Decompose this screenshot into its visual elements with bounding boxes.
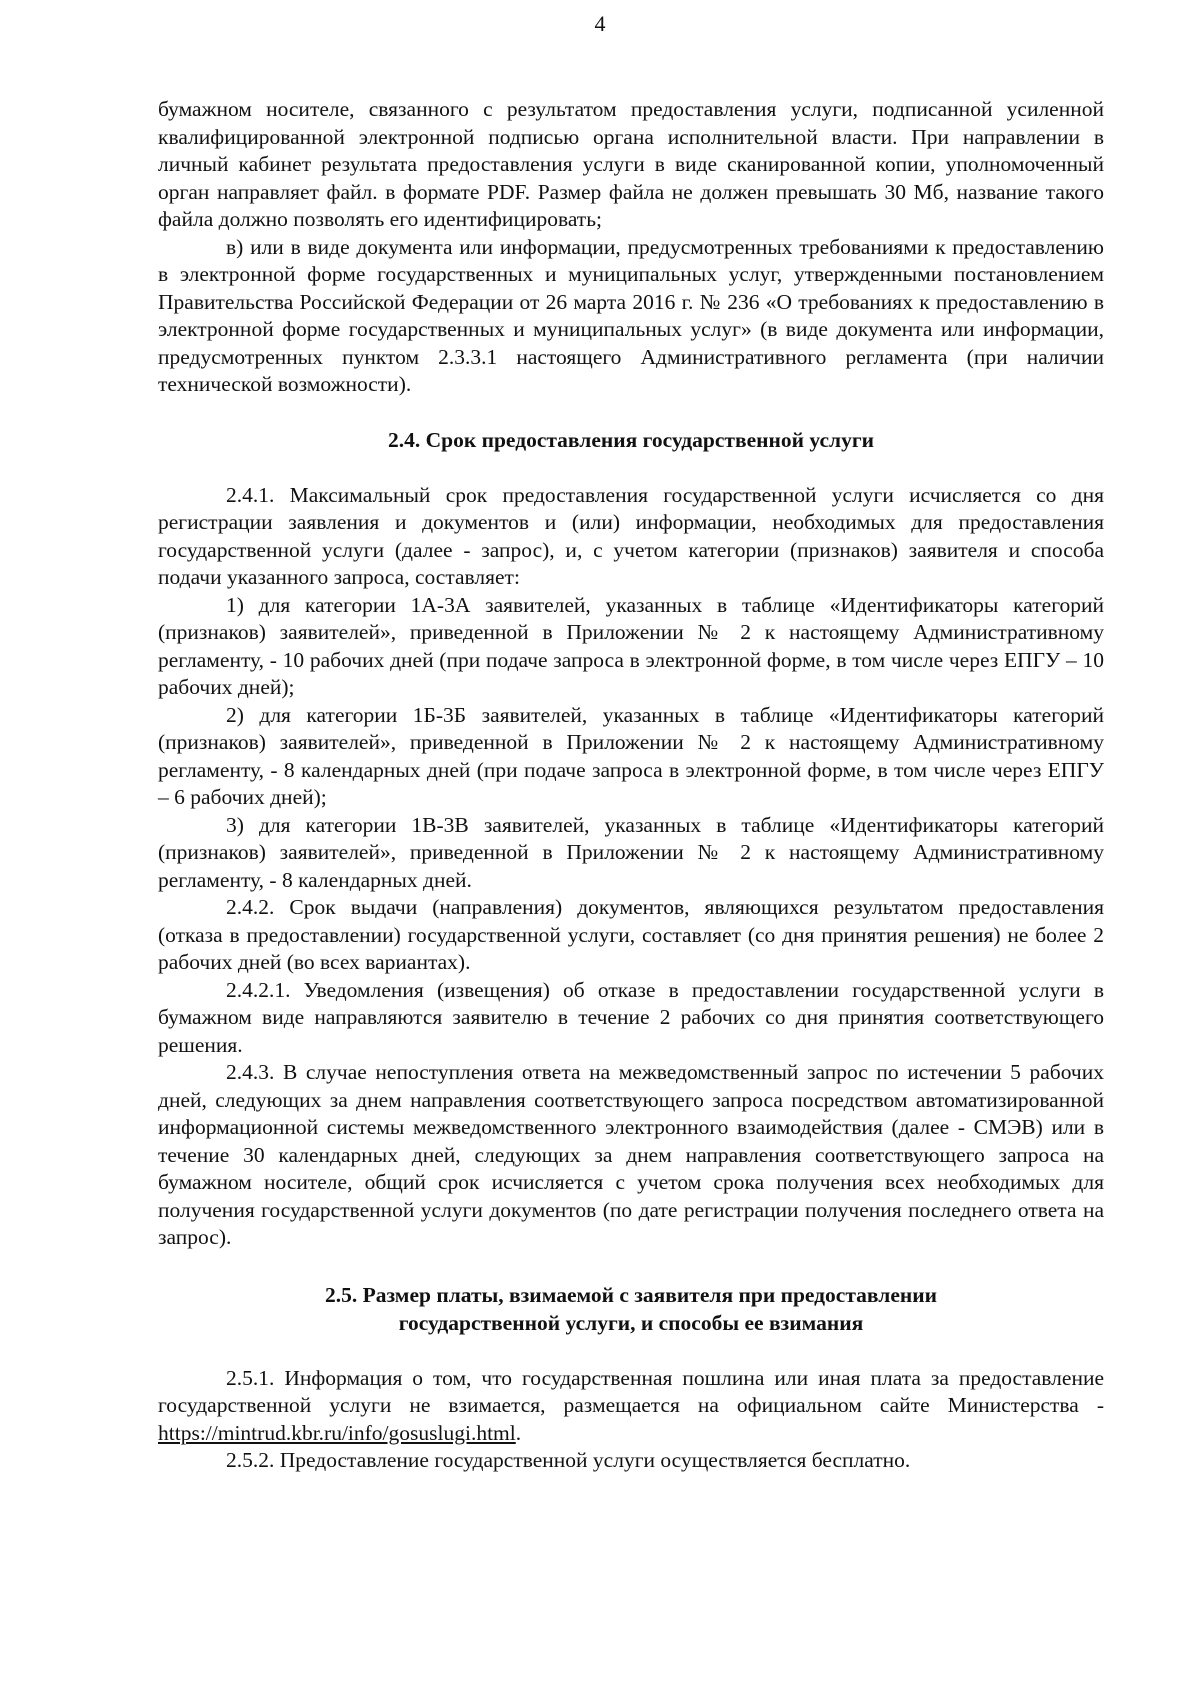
section-heading-2-5-line1: 2.5. Размер платы, взимаемой с заявителя при предоставлении — [324, 1282, 938, 1307]
section-heading-2-5-line2: государственной услуги, и способы ее взимания — [398, 1310, 864, 1335]
paragraph-2-5-2: 2.5.2. Предоставление государственной услуги осуществляется бесплатно. — [226, 1448, 911, 1472]
document-body — [158, 96, 1104, 1475]
paragraph-2-5-1 — [158, 1365, 1104, 1448]
paragraph-2-4-2: 2.4.2. Срок выдачи (направления) документов, являющихся результатом предоставления (отказа в предоставлении) государственной услуги, составляет (со дня принятия решения) не более 2 рабочих дней (во всех вариантах). — [158, 895, 1104, 974]
paragraph-2-5-1-end: . — [515, 1420, 522, 1445]
page-number: 4 — [594, 11, 606, 36]
paragraph-2-4-1: 2.4.1. Максимальный срок предоставления государственной услуги исчисляется со дня регистрации заявления и документов и (или) информации, необходимых для предоставления государственной услуги (далее - запрос), и, с учетом категории (признаков) заявителя и способа подачи указанного запроса, составляет: — [158, 482, 1104, 589]
paragraph-2-4-3: 2.4.3. В случае непоступления ответа на межведомственный запрос по истечении 5 рабочих дней, следующих за днем направления соответствующего запроса посредством автоматизированной информационной системы межведомственного электронного взаимодействия (далее - СМЭВ) или в течение 30 календарных дней, следующих за днем направления соответствующего запроса на бумажном носителе, общий срок исчисляется с учетом срока получения всех необходимых для получения государственной услуги документов (по дате регистрации получения последнего ответа на запрос). — [158, 1060, 1104, 1249]
paragraph-2-4-2-1: 2.4.2.1. Уведомления (извещения) об отказе в предоставлении государственной услуги в бумажном виде направляются заявителю в течение 2 рабочих со дня принятия соответствующего решения. — [158, 977, 1104, 1057]
section-heading-2-5 — [158, 1281, 1104, 1337]
section-heading-2-4: 2.4. Срок предоставления государственной услуги — [387, 427, 875, 452]
ministry-website-link[interactable]: https://mintrud.kbr.ru/info/gosuslugi.html — [158, 1420, 516, 1445]
paragraph-item-v: в) или в виде документа или информации, предусмотренных требованиями к предоставлению в электронной форме государственных и муниципальных услуг, утвержденными постановлением Правительства Российской Федерации от 26 марта 2016 г. № 236 «О требованиях к предоставлению в электронной форме государственных и муниципальных услуг» (в виде документа или информации, предусмотренных пунктом 2.3.3.1 настоящего Административного регламента (при наличии технической возможности). — [158, 234, 1104, 396]
paragraph-category-1v: 3) для категории 1В-3В заявителей, указанных в таблице «Идентификаторы категорий (признаков) заявителей», приведенной в Приложении № 2 к настоящему Административному регламенту, - 8 календарных дней. — [158, 812, 1104, 892]
paragraph-2-5-1-text: 2.5.1. Информация о том, что государственная пошлина или иная плата за предоставление государственной услуги не взимается, размещается на официальном сайте Министерства - — [158, 1365, 1104, 1417]
paragraph-category-1a: 1) для категории 1А-3А заявителей, указанных в таблице «Идентификаторы категорий (признаков) заявителей», приведенной в Приложении № 2 к настоящему Административному регламенту, - 10 рабочих дней (при подаче запроса в электронной форме, в том числе через ЕПГУ – 10 рабочих дней); — [158, 592, 1104, 699]
paragraph-category-1b: 2) для категории 1Б-3Б заявителей, указанных в таблице «Идентификаторы категорий (признаков) заявителей», приведенной в Приложении № 2 к настоящему Административному регламенту, - 8 календарных дней (при подаче запроса в электронной форме, в том числе через ЕПГУ – 6 рабочих дней); — [158, 702, 1104, 809]
paragraph-continuation: бумажном носителе, связанного с результатом предоставления услуги, подписанной усиленной квалифицированной электронной подписью органа исполнительной власти. При направлении в личный кабинет результата предоставления услуги в виде сканированной копии, уполномоченный орган направляет файл. в формате PDF. Размер файла не должен превышать 30 Мб, название такого файла должно позволять его идентифицировать; — [158, 97, 1104, 231]
